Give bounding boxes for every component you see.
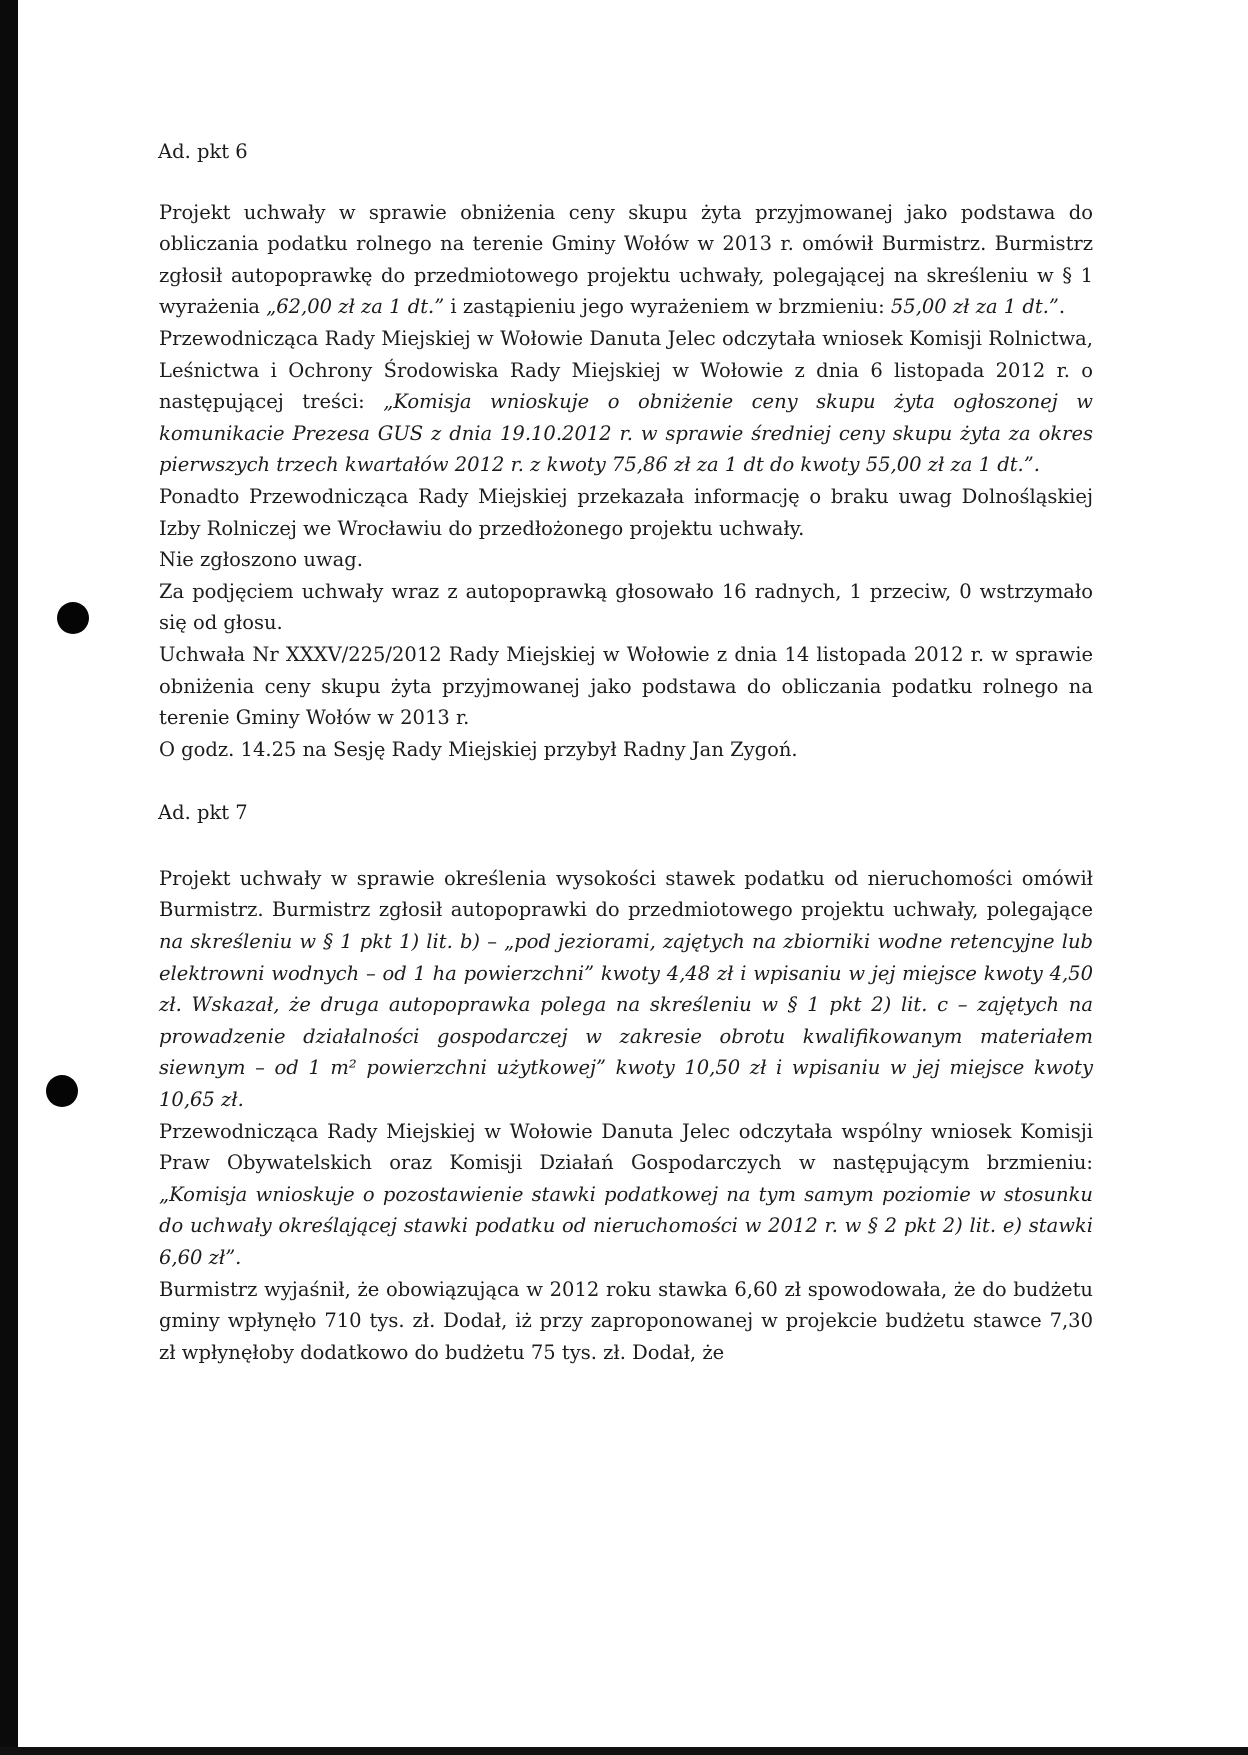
text-run: . [1058,295,1066,319]
section-heading-pkt-7: Ad. pkt 7 [158,801,248,825]
paragraph [159,734,1093,766]
text-run: Uchwała Nr XXXV/225/2012 Rady Miejskiej w Wołowie z dnia 14 listopada 2012 r. w sprawie obniżenia ceny skupu żyta przyjmowanej jako podstawa do obliczania podatku rolnego na terenie Gminy Wołów w 2013 r. [159,642,1093,730]
text-run: i zastąpieniu jego wyrażeniem w brzmieniu: [444,295,891,319]
text-run: Przewodnicząca Rady Miejskiej w Wołowie Danuta Jelec odczytała wniosek Komisji Rolnictwa, Leśnictwa i Ochrony Środowiska Rady Miejskiej w Wołowie z dnia 6 listopada 2012 r. o następującej treści: [159,326,1093,414]
paragraph [159,1274,1093,1369]
paragraph [159,863,1093,1116]
italic-quote: „Komisja wnioskuje o obniżenie ceny skupu żyta ogłoszonej w komunikacie Prezesa GUS z dnia 19.10.2012 r. w sprawie średniej ceny skupu żyta za okres pierwszych trzech kwartałów 2012 r. z kwoty 75,86 zł za 1 dt do kwoty 55,00 zł za 1 dt.”. [159,390,1093,477]
paragraph [159,639,1093,734]
paragraph [159,481,1093,544]
paragraph [159,544,1093,576]
punch-hole-lower [46,1075,78,1107]
text-run: Burmistrz wyjaśnił, że obowiązująca w 2012 roku stawka 6,60 zł spowodowała, że do budżetu gminy wpłynęło 710 tys. zł. Dodał, iż przy zaproponowanej w projekcie budżetu stawce 7,30 zł wpłynęłoby dodatkowo do budżetu 75 tys. zł. Dodał, że [159,1277,1093,1364]
italic-quote: 55,00 zł za 1 dt.” [890,295,1059,319]
text-run: Ponadto Przewodnicząca Rady Miejskiej przekazała informację o braku uwag Dolnośląskiej Izby Rolniczej we Wrocławiu do przedłożonego projektu uchwały. [159,484,1093,540]
italic-quote: „Komisja wnioskuje o pozostawienie stawki podatkowej na tym samym poziomie w stosunku do uchwały określającej stawki podatku od nieruchomości w 2012 r. w § 2 pkt 2) lit. e) stawki 6,60 zł”. [159,1182,1093,1269]
text-run: Przewodnicząca Rady Miejskiej w Wołowie Danuta Jelec odczytała wspólny wniosek Komisji Praw Obywatelskich oraz Komisji Działań Gospodarczych w następującym brzmieniu: [159,1119,1093,1175]
paragraph [159,576,1093,639]
page-content [148,136,1093,1368]
scan-edge-bottom [0,1747,1248,1755]
punch-hole-upper [57,602,89,634]
scan-edge-left [0,0,18,1755]
paragraph [159,1116,1093,1274]
text-run: O godz. 14.25 na Sesję Rady Miejskiej przybył Radny Jan Zygoń. [159,737,798,761]
italic-quote: na skreśleniu w § 1 pkt 1) lit. b) – „pod jeziorami, zajętych na zbiorniki wodne retencyjne lub elektrowni wodnych – od 1 ha powierzchni” kwoty 4,48 zł i wpisaniu w jej miejsce kwoty 4,50 zł. Wskazał, że druga autopoprawka polega na skreśleniu w § 1 pkt 2) lit. c – zajętych na prowadzenie działalności gospodarczej w zakresie obrotu kwalifikowanym materiałem siewnym – od 1 m² powierzchni użytkowej” kwoty 10,50 zł i wpisaniu w jej miejsce kwoty 10,65 zł. [159,930,1093,1112]
text-run: Projekt uchwały w sprawie określenia wysokości stawek podatku od nieruchomości omówił Burmistrz. Burmistrz zgłosił autopoprawki do przedmiotowego projektu uchwały, polegające [159,866,1093,922]
section-heading-pkt-6: Ad. pkt 6 [158,140,248,163]
italic-quote: „62,00 zł za 1 dt.” [266,295,445,319]
text-run: Nie zgłoszono uwag. [159,548,363,572]
paragraph [159,323,1093,481]
text-run: Projekt uchwały w sprawie obniżenia ceny skupu żyta przyjmowanej jako podstawa do obliczania podatku rolnego na terenie Gminy Wołów w 2013 r. omówił Burmistrz. Burmistrz zgłosił autopoprawkę do przedmiotowego projektu uchwały, polegającej na skreśleniu w § 1 wyrażenia [159,200,1093,319]
paragraph [159,197,1093,323]
text-run: Za podjęciem uchwały wraz z autopoprawką głosowało 16 radnych, 1 przeciw, 0 wstrzymało się od głosu. [159,579,1093,635]
